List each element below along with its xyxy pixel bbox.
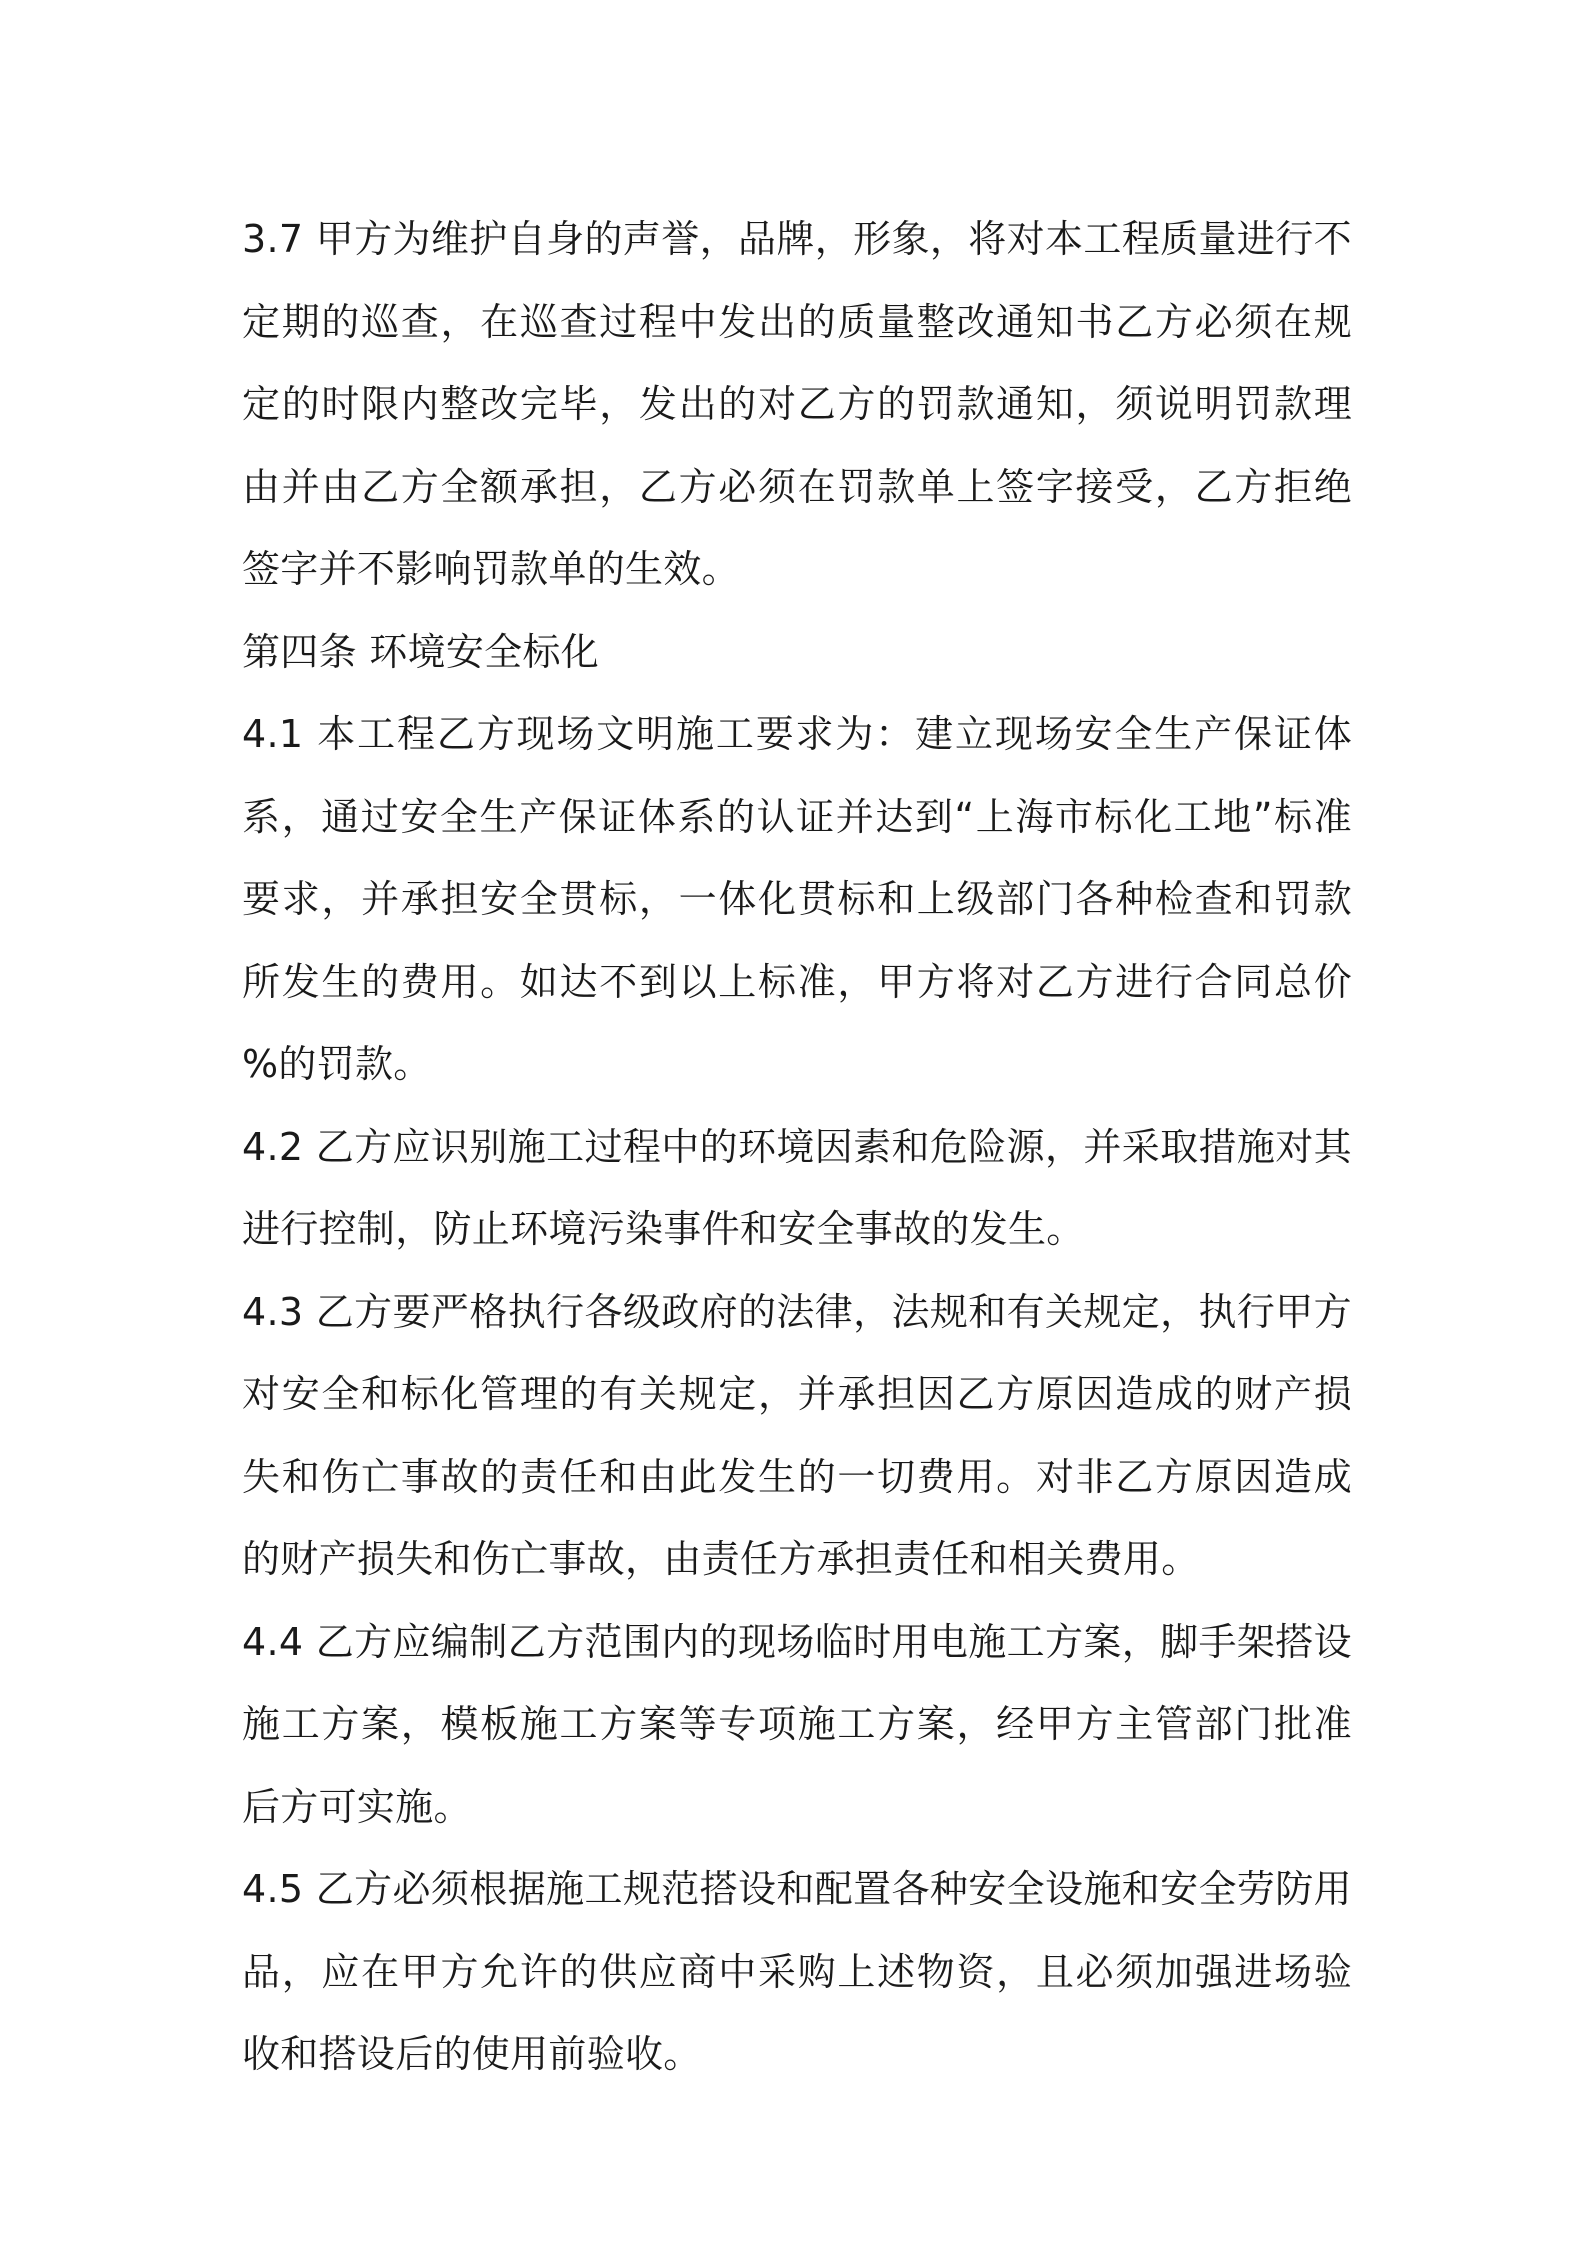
article-4-heading: 第四条 环境安全标化 (242, 629, 600, 674)
document-page (242, 198, 1352, 2096)
clause-4-4: 4.4 乙方应编制乙方范围内的现场临时用电施工方案，脚手架搭设施工方案，模板施工方案等专项施工方案，经甲方主管部门批准后方可实施。 (242, 1619, 1352, 1829)
clause-4-3: 4.3 乙方要严格执行各级政府的法律，法规和有关规定，执行甲方对安全和标化管理的有关规定，并承担因乙方原因造成的财产损失和伤亡事故的责任和由此发生的一切费用。对非乙方原因造成的财产损失和伤亡事故，由责任方承担责任和相关费用。 (242, 1289, 1352, 1581)
clause-4-5: 4.5 乙方必须根据施工规范搭设和配置各种安全设施和安全劳防用品，应在甲方允许的供应商中采购上述物资，且必须加强进场验收和搭设后的使用前验收。 (242, 1867, 1352, 2076)
clause-4-1: 4.1 本工程乙方现场文明施工要求为：建立现场安全生产保证体系，通过安全生产保证体系的认证并达到“上海市标化工地”标准要求，并承担安全贯标，一体化贯标和上级部门各种检查和罚款所发生的费用。如达不到以上标准，甲方将对乙方进行合同总价 %的罚款。 (242, 712, 1352, 1086)
clause-3-7: 3.7 甲方为维护自身的声誉，品牌，形象，将对本工程质量进行不定期的巡查，在巡查过程中发出的质量整改通知书乙方必须在规定的时限内整改完毕，发出的对乙方的罚款通知，须说明罚款理由并由乙方全额承担，乙方必须在罚款单上签字接受，乙方拒绝签字并不影响罚款单的生效。 (242, 217, 1352, 591)
clause-4-2: 4.2 乙方应识别施工过程中的环境因素和危险源，并采取措施对其进行控制，防止环境污染事件和安全事故的发生。 (242, 1124, 1352, 1251)
